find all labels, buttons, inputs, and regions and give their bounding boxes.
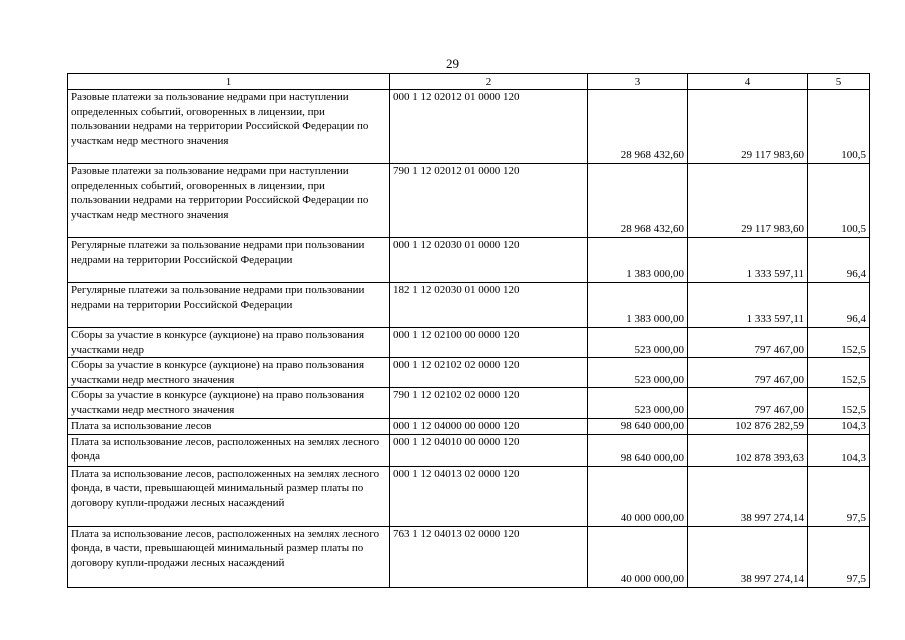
actual-amount: 102 878 393,63	[688, 434, 808, 466]
actual-amount: 38 997 274,14	[688, 466, 808, 526]
revenue-name: Плата за использование лесов, расположенных на землях лесного фонда, в части, превышающей минимальный размер платы по договору купли-продажи лесных насаждений	[68, 466, 390, 526]
actual-amount: 29 117 983,60	[688, 164, 808, 238]
table-row	[68, 388, 870, 418]
plan-amount: 1 383 000,00	[588, 283, 688, 328]
budget-code: 000 1 12 02012 01 0000 120	[390, 90, 588, 164]
plan-amount: 98 640 000,00	[588, 434, 688, 466]
actual-amount: 38 997 274,14	[688, 526, 808, 587]
budget-code: 000 1 12 02030 01 0000 120	[390, 238, 588, 283]
page-number: 29	[446, 56, 459, 71]
budget-code: 790 1 12 02012 01 0000 120	[390, 164, 588, 238]
column-header-plan: 3	[588, 74, 688, 90]
plan-amount: 98 640 000,00	[588, 418, 688, 434]
actual-amount: 797 467,00	[688, 328, 808, 358]
execution-percent: 104,3	[808, 434, 870, 466]
actual-amount: 797 467,00	[688, 358, 808, 388]
column-header-name: 1	[68, 74, 390, 90]
budget-code: 763 1 12 04013 02 0000 120	[390, 526, 588, 587]
actual-amount: 102 876 282,59	[688, 418, 808, 434]
budget-table	[67, 73, 870, 588]
execution-percent: 97,5	[808, 526, 870, 587]
revenue-name: Сборы за участие в конкурсе (аукционе) на право пользования участками недр местного значения	[68, 388, 390, 418]
revenue-name: Сборы за участие в конкурсе (аукционе) на право пользования участками недр	[68, 328, 390, 358]
execution-percent: 96,4	[808, 238, 870, 283]
budget-code: 000 1 12 04010 00 0000 120	[390, 434, 588, 466]
plan-amount: 40 000 000,00	[588, 526, 688, 587]
plan-amount: 40 000 000,00	[588, 466, 688, 526]
execution-percent: 100,5	[808, 164, 870, 238]
budget-code: 000 1 12 04000 00 0000 120	[390, 418, 588, 434]
table-row	[68, 434, 870, 466]
header-row	[68, 74, 870, 90]
execution-percent: 100,5	[808, 90, 870, 164]
column-header-code: 2	[390, 74, 588, 90]
revenue-name: Плата за использование лесов	[68, 418, 390, 434]
revenue-name: Плата за использование лесов, расположенных на землях лесного фонда, в части, превышающей минимальный размер платы по договору купли-продажи лесных насаждений	[68, 526, 390, 587]
revenue-name: Разовые платежи за пользование недрами при наступлении определенных событий, оговоренных в лицензии, при пользовании недрами на территории Российской Федерации по участкам недр местного значения	[68, 90, 390, 164]
plan-amount: 1 383 000,00	[588, 238, 688, 283]
actual-amount: 797 467,00	[688, 388, 808, 418]
budget-code: 790 1 12 02102 02 0000 120	[390, 388, 588, 418]
table-row	[68, 526, 870, 587]
execution-percent: 97,5	[808, 466, 870, 526]
plan-amount: 523 000,00	[588, 388, 688, 418]
plan-amount: 28 968 432,60	[588, 90, 688, 164]
execution-percent: 96,4	[808, 283, 870, 328]
table-row	[68, 358, 870, 388]
actual-amount: 1 333 597,11	[688, 238, 808, 283]
execution-percent: 152,5	[808, 328, 870, 358]
plan-amount: 28 968 432,60	[588, 164, 688, 238]
actual-amount: 1 333 597,11	[688, 283, 808, 328]
budget-code: 182 1 12 02030 01 0000 120	[390, 283, 588, 328]
column-header-percent: 5	[808, 74, 870, 90]
execution-percent: 152,5	[808, 388, 870, 418]
execution-percent: 104,3	[808, 418, 870, 434]
actual-amount: 29 117 983,60	[688, 90, 808, 164]
budget-code: 000 1 12 02102 02 0000 120	[390, 358, 588, 388]
revenue-name: Плата за использование лесов, расположенных на землях лесного фонда	[68, 434, 390, 466]
table-row	[68, 466, 870, 526]
table-row	[68, 328, 870, 358]
table-row	[68, 90, 870, 164]
table-row	[68, 418, 870, 434]
table-row	[68, 238, 870, 283]
plan-amount: 523 000,00	[588, 328, 688, 358]
budget-code: 000 1 12 02100 00 0000 120	[390, 328, 588, 358]
table-row	[68, 164, 870, 238]
revenue-name: Разовые платежи за пользование недрами при наступлении определенных событий, оговоренных в лицензии, при пользовании недрами на территории Российской Федерации по участкам недр местного значения	[68, 164, 390, 238]
revenue-name: Сборы за участие в конкурсе (аукционе) на право пользования участками недр местного значения	[68, 358, 390, 388]
column-header-actual: 4	[688, 74, 808, 90]
execution-percent: 152,5	[808, 358, 870, 388]
table-row	[68, 283, 870, 328]
revenue-name: Регулярные платежи за пользование недрами при пользовании недрами на территории Российской Федерации	[68, 283, 390, 328]
budget-code: 000 1 12 04013 02 0000 120	[390, 466, 588, 526]
revenue-name: Регулярные платежи за пользование недрами при пользовании недрами на территории Российской Федерации	[68, 238, 390, 283]
plan-amount: 523 000,00	[588, 358, 688, 388]
